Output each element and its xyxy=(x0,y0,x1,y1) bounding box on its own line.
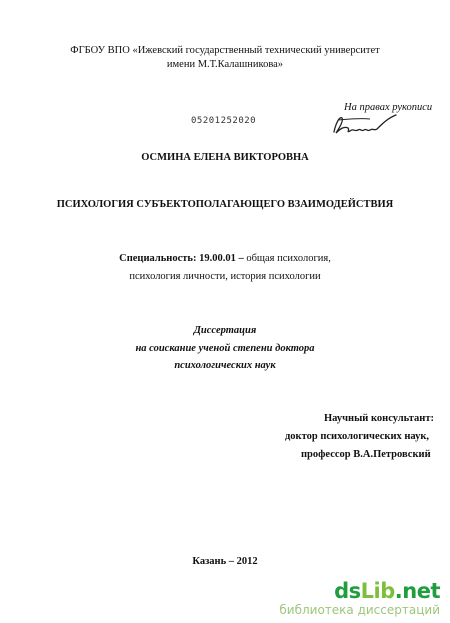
manuscript-rights-note: На правах рукописи xyxy=(344,102,433,113)
city-year: Казань – 2012 xyxy=(192,556,258,567)
specialty-code: 19.00.01 – xyxy=(199,253,244,264)
dslib-logo xyxy=(279,580,440,603)
specialty-label: Специальность: xyxy=(119,253,197,264)
dslib-subtitle: библиотека диссертаций xyxy=(279,603,440,617)
consultant-degree: доктор психологических наук, xyxy=(285,431,430,442)
signature-image xyxy=(330,112,404,138)
logo-part-ds: ds xyxy=(334,579,361,603)
document-code: 05201252020 xyxy=(191,116,257,126)
dslib-watermark xyxy=(279,580,440,617)
organization-line-2: имени М.Т.Калашникова» xyxy=(166,59,284,70)
specialty-text-1: общая психология, xyxy=(243,253,331,264)
consultant-label: Научный консультант: xyxy=(324,413,434,424)
consultant-name: профессор В.А.Петровский xyxy=(301,449,431,460)
logo-part-net: .net xyxy=(394,579,440,603)
dissertation-title: ПСИХОЛОГИЯ СУБЪЕКТОПОЛАГАЮЩЕГО ВЗАИМОДЕЙСТВИЯ xyxy=(56,199,394,210)
specialty-line-2: психология личности, история психологии xyxy=(129,271,321,282)
degree-line-1: Диссертация xyxy=(193,325,257,336)
logo-part-lib: Lib xyxy=(360,579,395,603)
author-name: ОСМИНА ЕЛЕНА ВИКТОРОВНА xyxy=(141,152,309,163)
degree-line-2: на соискание ученой степени доктора xyxy=(135,343,315,354)
degree-line-3: психологических наук xyxy=(174,360,276,371)
organization-line-1: ФГБОУ ВПО «Ижевский государственный технический университет xyxy=(70,45,380,56)
specialty-line-1 xyxy=(0,252,450,265)
